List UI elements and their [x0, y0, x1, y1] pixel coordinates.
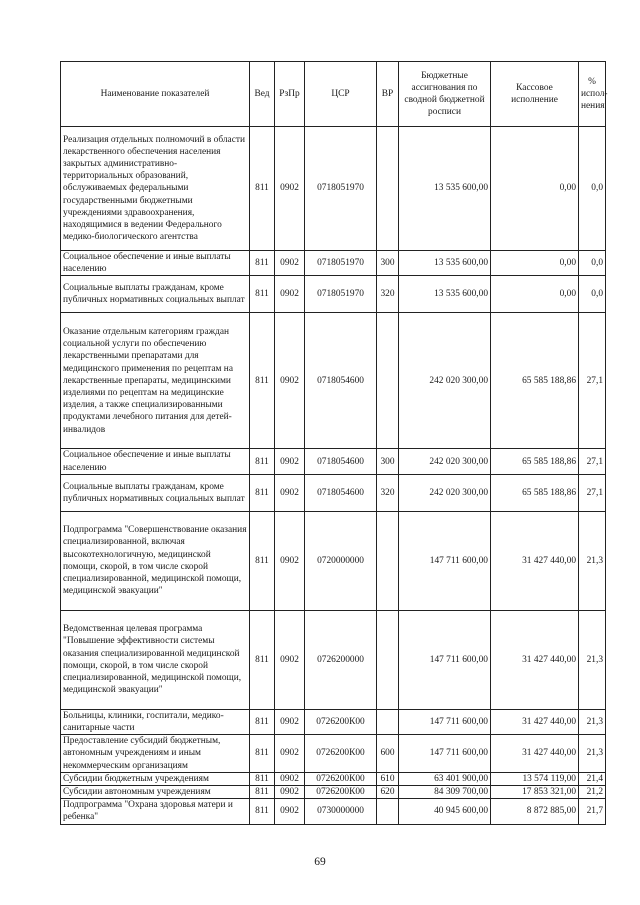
cell-budget: 63 401 900,00 [399, 772, 491, 785]
cell-vr: 300 [377, 251, 399, 276]
header-row [61, 62, 606, 127]
cell-vr [377, 313, 399, 449]
cell-cash: 31 427 440,00 [491, 735, 579, 773]
cell-ved: 811 [250, 786, 275, 799]
cell-rzpr: 0902 [275, 709, 305, 734]
cell-csr: 0726200К00 [305, 772, 377, 785]
cell-budget: 13 535 600,00 [399, 276, 491, 313]
cell-csr: 0726200К00 [305, 735, 377, 773]
cell-name: Социальные выплаты гражданам, кроме публичных нормативных социальных выплат [61, 474, 250, 511]
cell-rzpr: 0902 [275, 127, 305, 251]
cell-csr: 0718051970 [305, 276, 377, 313]
cell-rzpr: 0902 [275, 799, 305, 824]
header-ved: Вед [250, 62, 275, 127]
cell-budget: 242 020 300,00 [399, 474, 491, 511]
table-row [61, 610, 606, 709]
cell-name: Субсидии автономным учреждениям [61, 786, 250, 799]
table-row [61, 786, 606, 799]
header-pct: % испол-нения [579, 62, 606, 127]
cell-ved: 811 [250, 127, 275, 251]
cell-pct: 27,1 [579, 449, 606, 474]
cell-budget: 242 020 300,00 [399, 449, 491, 474]
cell-budget: 40 945 600,00 [399, 799, 491, 824]
cell-csr: 0720000000 [305, 511, 377, 610]
header-budget: Бюджетные ассигнования по сводной бюджетной росписи [399, 62, 491, 127]
header-csr: ЦСР [305, 62, 377, 127]
cell-pct: 21,7 [579, 799, 606, 824]
cell-pct: 21,2 [579, 786, 606, 799]
table-row [61, 511, 606, 610]
cell-ved: 811 [250, 313, 275, 449]
cell-budget: 84 309 700,00 [399, 786, 491, 799]
table-row [61, 799, 606, 824]
cell-budget: 147 711 600,00 [399, 735, 491, 773]
cell-vr [377, 709, 399, 734]
cell-cash: 31 427 440,00 [491, 610, 579, 709]
table-row [61, 735, 606, 773]
cell-csr: 0730000000 [305, 799, 377, 824]
cell-vr: 320 [377, 474, 399, 511]
cell-rzpr: 0902 [275, 511, 305, 610]
cell-vr: 610 [377, 772, 399, 785]
cell-cash: 65 585 188,86 [491, 313, 579, 449]
cell-name: Подпрограмма "Охрана здоровья матери и ребенка" [61, 799, 250, 824]
cell-rzpr: 0902 [275, 474, 305, 511]
cell-vr [377, 127, 399, 251]
cell-pct: 21,3 [579, 709, 606, 734]
cell-csr: 0726200К00 [305, 786, 377, 799]
cell-ved: 811 [250, 276, 275, 313]
cell-name: Субсидии бюджетным учреждениям [61, 772, 250, 785]
cell-rzpr: 0902 [275, 772, 305, 785]
header-rzpr: РзПр [275, 62, 305, 127]
cell-ved: 811 [250, 799, 275, 824]
cell-cash: 65 585 188,86 [491, 474, 579, 511]
table-row [61, 449, 606, 474]
table-row [61, 251, 606, 276]
cell-pct: 0,0 [579, 251, 606, 276]
cell-name: Предоставление субсидий бюджетным, автономным учреждениям и иным некоммерческим организациям [61, 735, 250, 773]
cell-name: Социальное обеспечение и иные выплаты населению [61, 449, 250, 474]
cell-budget: 147 711 600,00 [399, 511, 491, 610]
cell-name: Социальные выплаты гражданам, кроме публичных нормативных социальных выплат [61, 276, 250, 313]
cell-vr [377, 610, 399, 709]
cell-ved: 811 [250, 474, 275, 511]
cell-pct: 21,3 [579, 511, 606, 610]
cell-ved: 811 [250, 251, 275, 276]
cell-pct: 27,1 [579, 313, 606, 449]
cell-rzpr: 0902 [275, 786, 305, 799]
cell-name: Подпрограмма "Совершенствование оказания специализированной, включая высокотехнологичную, медицинской помощи, скорой, в том числе скорой специализированной, медицинской помощи, медицинской эвакуации" [61, 511, 250, 610]
page-number: 69 [314, 856, 326, 868]
header-name: Наименование показателей [61, 62, 250, 127]
cell-cash: 0,00 [491, 127, 579, 251]
cell-csr: 0718054600 [305, 449, 377, 474]
cell-pct: 21,4 [579, 772, 606, 785]
budget-table [60, 61, 606, 825]
cell-pct: 21,3 [579, 735, 606, 773]
cell-csr: 0718054600 [305, 474, 377, 511]
cell-name: Ведомственная целевая программа "Повышение эффективности системы оказания специализированной медицинской помощи, скорой, в том числе скорой специализированной, медицинской помощи, медицинской эвакуации" [61, 610, 250, 709]
cell-vr: 320 [377, 276, 399, 313]
table-row [61, 772, 606, 785]
cell-cash: 13 574 119,00 [491, 772, 579, 785]
table-row [61, 313, 606, 449]
cell-cash: 31 427 440,00 [491, 709, 579, 734]
cell-vr: 300 [377, 449, 399, 474]
cell-pct: 0,0 [579, 276, 606, 313]
cell-csr: 0718051970 [305, 127, 377, 251]
cell-name: Оказание отдельным категориям граждан социальной услуги по обеспечению лекарственными препаратами для медицинского применения по рецептам на лекарственные препараты, медицинскими изделиями по рецептам на медицинские изделия, а также специализированными продуктами лечебного питания для детей-инвалидов [61, 313, 250, 449]
cell-rzpr: 0902 [275, 735, 305, 773]
cell-cash: 0,00 [491, 276, 579, 313]
cell-rzpr: 0902 [275, 610, 305, 709]
cell-ved: 811 [250, 449, 275, 474]
cell-ved: 811 [250, 610, 275, 709]
table-row [61, 276, 606, 313]
cell-vr [377, 799, 399, 824]
table-row [61, 709, 606, 734]
cell-vr: 620 [377, 786, 399, 799]
header-vr: ВР [377, 62, 399, 127]
cell-pct: 0,0 [579, 127, 606, 251]
cell-vr [377, 511, 399, 610]
cell-ved: 811 [250, 735, 275, 773]
cell-pct: 27,1 [579, 474, 606, 511]
cell-cash: 0,00 [491, 251, 579, 276]
cell-budget: 13 535 600,00 [399, 251, 491, 276]
header-cash: Кассовое исполнение [491, 62, 579, 127]
cell-cash: 8 872 885,00 [491, 799, 579, 824]
cell-budget: 13 535 600,00 [399, 127, 491, 251]
cell-csr: 0726200К00 [305, 709, 377, 734]
cell-ved: 811 [250, 772, 275, 785]
cell-csr: 0718054600 [305, 313, 377, 449]
cell-csr: 0726200000 [305, 610, 377, 709]
cell-ved: 811 [250, 709, 275, 734]
cell-csr: 0718051970 [305, 251, 377, 276]
cell-name: Больницы, клиники, госпитали, медико-санитарные части [61, 709, 250, 734]
cell-budget: 242 020 300,00 [399, 313, 491, 449]
cell-budget: 147 711 600,00 [399, 709, 491, 734]
table-row [61, 127, 606, 251]
cell-name: Социальное обеспечение и иные выплаты населению [61, 251, 250, 276]
cell-pct: 21,3 [579, 610, 606, 709]
cell-cash: 65 585 188,86 [491, 449, 579, 474]
table-row [61, 474, 606, 511]
cell-budget: 147 711 600,00 [399, 610, 491, 709]
cell-vr: 600 [377, 735, 399, 773]
cell-rzpr: 0902 [275, 276, 305, 313]
cell-cash: 31 427 440,00 [491, 511, 579, 610]
cell-rzpr: 0902 [275, 251, 305, 276]
cell-ved: 811 [250, 511, 275, 610]
cell-rzpr: 0902 [275, 313, 305, 449]
cell-cash: 17 853 321,00 [491, 786, 579, 799]
cell-rzpr: 0902 [275, 449, 305, 474]
cell-name: Реализация отдельных полномочий в области лекарственного обеспечения населения закрытых административно-территориальных образований, обслуживаемых федеральными государственными бюджетными учреждениями здравоохранения, находящимися в ведении Федерального медико-биологического агентства [61, 127, 250, 251]
